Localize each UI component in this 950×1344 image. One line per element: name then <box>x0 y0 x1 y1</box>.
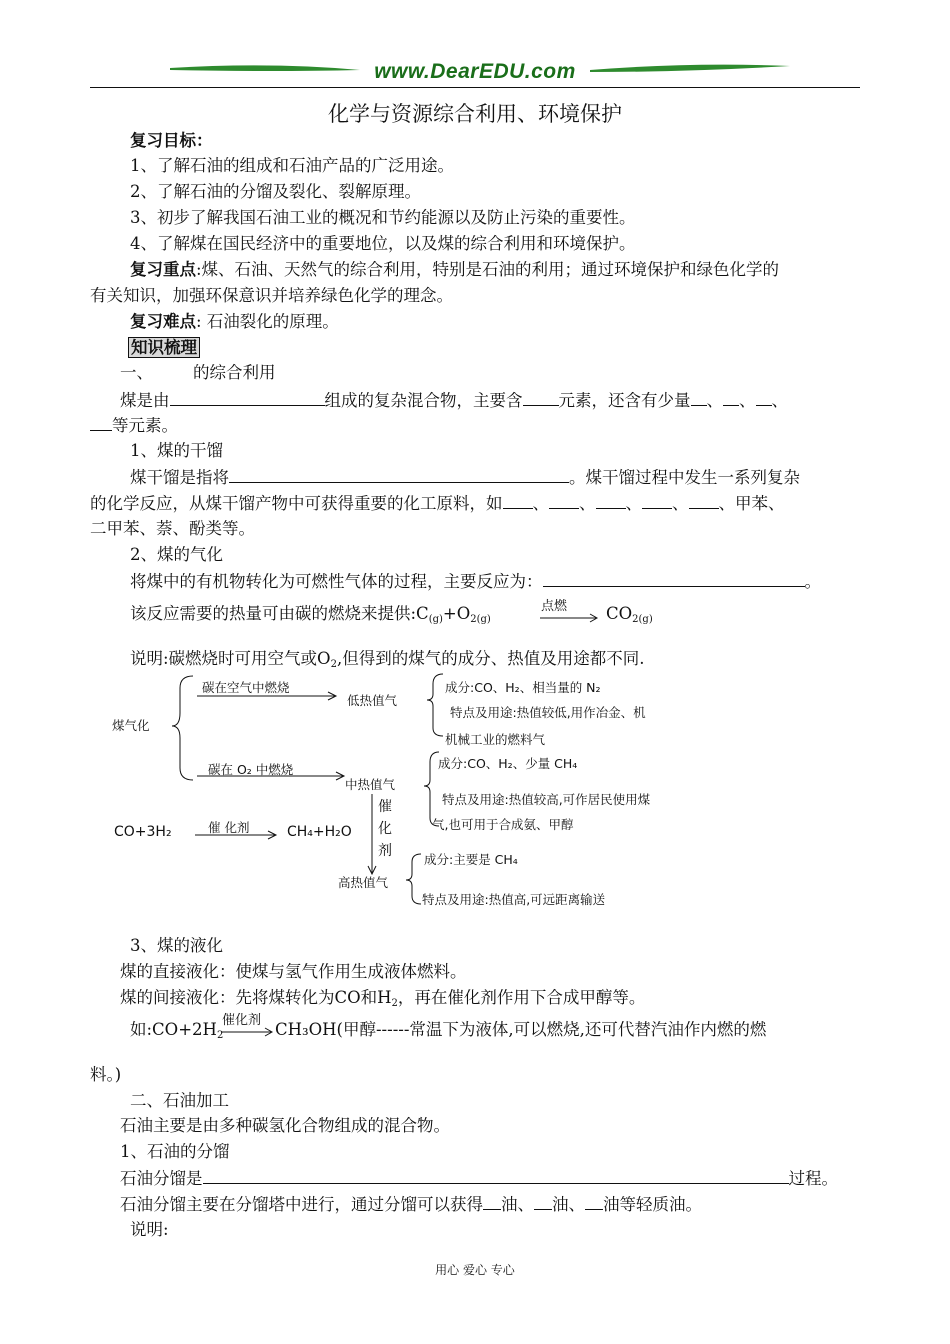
goal-item-3: 3、初步了解我国石油工业的概况和节约能源以及防止污染的重要性。 <box>130 208 636 227</box>
petroleum-intro: 石油主要是由多种碳氢化合物组成的混合物。 <box>120 1116 450 1135</box>
section2-heading: 二、石油加工 <box>130 1091 229 1110</box>
branch1-use-1: 特点及用途:热值较低,用作冶金、机 <box>450 705 646 720</box>
fractionation-heading: 1、石油的分馏 <box>120 1142 230 1161</box>
co2-product: $CO_{2(g)}$ <box>606 604 653 625</box>
site-logo-text: www.DearEDU.com <box>374 60 576 83</box>
indirect-liquefaction: 煤的间接液化：先将煤转化为CO和$H_2$，再在催化剂作用下合成甲醇等。 <box>120 988 646 1009</box>
fractionation-note: 说明: <box>130 1220 169 1239</box>
fractionation-line: 石油分馏是 过程。 <box>120 1169 838 1188</box>
branch1-composition: 成分:CO、H₂、相当量的 N₂ <box>445 680 601 695</box>
blank <box>523 389 559 406</box>
page-title: 化学与资源综合利用、环境保护 <box>328 102 622 126</box>
branch2-product: 中热值气 <box>345 777 396 792</box>
example-condition: 催化剂 <box>222 1013 262 1028</box>
gasification-diagram <box>100 668 700 918</box>
coal-composition-line-2: 等元素。 <box>90 414 178 437</box>
page-footer: 用心 爱心 专心 <box>435 1263 515 1277</box>
difficulty-label: 复习难点 <box>130 312 196 331</box>
branch1-use-2: 机械工业的燃料气 <box>445 732 546 747</box>
branch1-condition: 碳在空气中燃烧 <box>202 680 290 695</box>
vertical-condition: 催化剂 <box>378 799 392 859</box>
branch2-condition: 碳在 O₂ 中燃烧 <box>208 762 294 777</box>
direct-liquefaction: 煤的直接液化：使煤与氢气作用生成液体燃料。 <box>120 962 467 981</box>
dry-distillation-line-1: 煤干馏是指将 。煤干馏过程中发生一系列复杂 <box>130 468 800 487</box>
gasification-note: 说明:碳燃烧时可用空气或$O_2$,但得到的煤气的成分、热值及用途都不同. <box>130 649 645 670</box>
gasification-line-1: 将煤中的有机物转化为可燃性气体的过程，主要反应为： 。 <box>130 572 821 591</box>
dry-distillation-line-2: 的化学反应，从煤干馏产物中可获得重要的化工原料，如 、 、 、 、 、甲苯、 <box>90 494 785 513</box>
fractionation-tower-line: 石油分馏主要在分馏塔中进行，通过分馏可以获得 油、 油、 油等轻质油。 <box>120 1195 702 1214</box>
branch2-use-1: 特点及用途:热值较高,可作居民使用煤 <box>442 792 651 807</box>
dry-distillation-heading: 1、煤的干馏 <box>130 441 223 460</box>
gasification-line-2: 该反应需要的热量可由碳的燃烧来提供$:C_{(g)}+O_{2(g)}$ <box>130 604 491 625</box>
branch3-use: 特点及用途:热值高,可远距离输送 <box>422 892 606 907</box>
dry-distillation-line-3: 二甲苯、萘、酚类等。 <box>90 519 255 538</box>
header-rule <box>90 87 860 88</box>
goal-item-1: 1、了解石油的组成和石油产品的广泛用途。 <box>130 156 454 175</box>
site-header <box>90 58 860 90</box>
ignition-condition: 点燃 <box>541 599 568 614</box>
branch3-product: 高热值气 <box>338 875 389 890</box>
gasification-heading: 2、煤的气化 <box>130 545 223 564</box>
section1-heading: 一、 的综合利用 <box>120 363 276 382</box>
focus-label: 复习重点 <box>130 260 196 279</box>
goal-item-2: 2、了解石油的分馏及裂化、裂解原理。 <box>130 182 421 201</box>
reaction-arrow <box>538 612 600 624</box>
branch3-composition: 成分:主要是 CH₄ <box>424 852 518 867</box>
example-left: 如$:CO+2H_2$ <box>130 1020 224 1041</box>
reaction-condition: 催 化剂 <box>208 820 250 835</box>
example-end: 料。) <box>90 1065 122 1084</box>
liquefaction-heading: 3、煤的液化 <box>130 936 223 955</box>
example-right: CH₃OH(甲醇------常温下为液体,可以燃烧,还可代替汽油作内燃的燃 <box>275 1020 767 1039</box>
goal-item-4: 4、了解煤在国民经济中的重要地位，以及煤的综合利用和环境保护。 <box>130 234 636 253</box>
reaction-right: CH₄+H₂O <box>287 824 352 840</box>
branch2-use-2: 气,也可用于合成氨、甲醇 <box>432 817 574 832</box>
reaction-left: CO+3H₂ <box>114 824 172 840</box>
blank <box>170 389 325 406</box>
diagram-root: 煤气化 <box>112 718 150 733</box>
difficulty-line: 复习难点: 石油裂化的原理。 <box>130 312 339 331</box>
goals-heading: 复习目标： <box>130 131 213 150</box>
example-arrow <box>219 1026 275 1038</box>
focus-line-2: 有关知识，加强环保意识并培养绿色化学的理念。 <box>90 286 453 305</box>
focus-line-1: 复习重点:煤、石油、天然气的综合利用，特别是石油的利用；通过环境保护和绿色化学的 <box>130 260 780 279</box>
knowledge-label: 知识梳理 <box>128 337 200 359</box>
branch2-composition: 成分:CO、H₂、少量 CH₄ <box>438 756 578 771</box>
coal-composition-line-1: 煤是由 组成的复杂混合物，主要含 元素，还含有少量 、 、 、 <box>120 391 788 410</box>
branch1-product: 低热值气 <box>347 693 398 708</box>
